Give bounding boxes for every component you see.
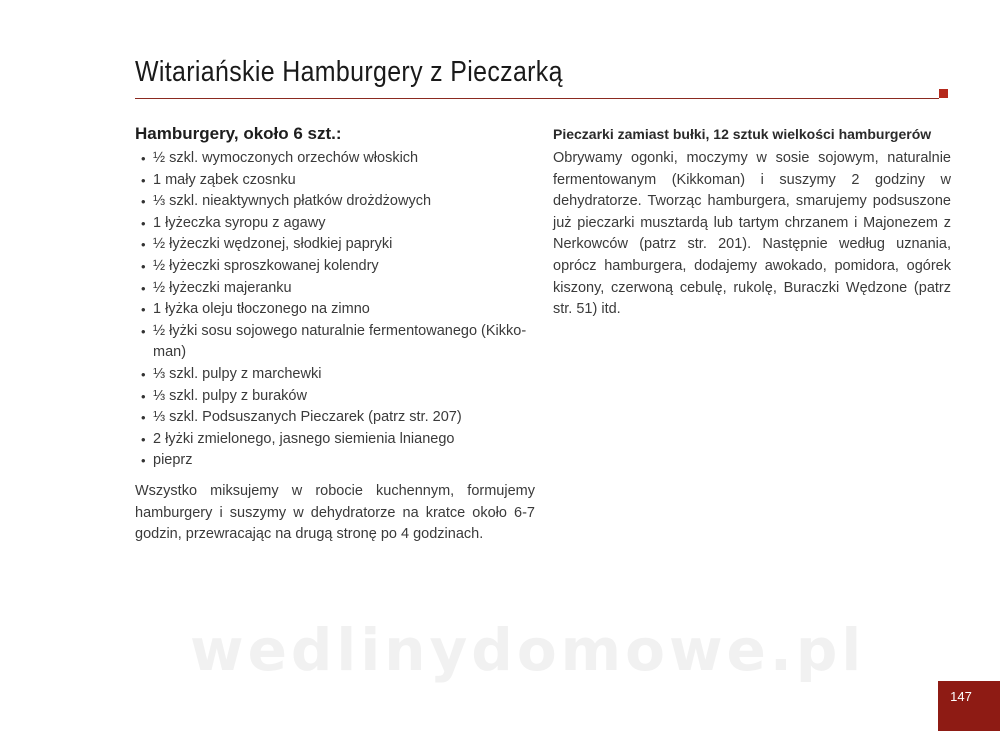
ingredient-text: 1 mały ząbek czosnku: [153, 171, 296, 188]
ingredient-text: 1 łyżeczka syropu z agawy: [153, 214, 326, 231]
left-column: [135, 124, 535, 546]
ingredient-text: ⅓ szkl. pulpy z buraków: [153, 387, 307, 404]
bullet-icon: •: [141, 431, 146, 447]
list-item: [135, 191, 535, 213]
ingredient-text: ½ łyżeczki majeranku: [153, 279, 292, 296]
ingredient-text: ½ łyżeczki sproszkowanej kolendry: [153, 257, 379, 274]
ingredient-text: ½ łyżeczki wędzonej, słodkiej papryki: [153, 236, 393, 253]
mushroom-bun-paragraph: Obrywamy ogonki, moczymy w sosie sojowym, naturalnie fermentowanym (Kikkoman) i suszymy 2 godziny w dehydratorze. Tworząc hamburgera, smarujemy podsuszone już pieczarki musztardą lub tartym chrzanem i Majonezem z Nerkowców (patrz str. 201). Następnie według uznania, oprócz hamburgera, dodajemy awokado, pomidora, ogórek kiszony, czerwoną cebulę, rukolę, Buraczki Wędzone (patrz str. 51) itd.: [553, 150, 951, 318]
bullet-icon: •: [141, 151, 146, 166]
bullet-icon: •: [141, 388, 146, 404]
list-item: [135, 321, 535, 364]
ingredient-text: pieprz: [153, 452, 193, 469]
method-paragraph: Wszystko miksujemy w robocie kuchennym, formujemy hamburgery i suszymy w dehydratorze na kratce około 6-7 godzin, przewracając na drugą stronę po 4 godzinach.: [135, 482, 535, 543]
list-item: [135, 234, 535, 256]
bullet-icon: •: [141, 258, 146, 274]
ingredient-list: [135, 148, 535, 472]
list-item: [135, 299, 535, 321]
bullet-icon: •: [141, 172, 146, 188]
list-item: [135, 450, 535, 472]
list-item: [135, 278, 535, 300]
ingredient-text: ⅓ szkl. nieaktywnych płatków drożdżowych: [153, 193, 432, 210]
bullet-icon: •: [141, 323, 146, 339]
list-item: [135, 256, 535, 278]
ingredient-text: 2 łyżki zmielonego, jasnego siemienia lnianego: [153, 430, 455, 447]
right-column: [553, 126, 951, 321]
bullet-icon: •: [141, 453, 146, 469]
bullet-icon: •: [141, 237, 146, 253]
bullet-icon: •: [141, 366, 146, 382]
bullet-icon: •: [141, 194, 146, 210]
ingredient-text: ⅓ szkl. pulpy z marchewki: [153, 365, 322, 382]
page-number: 147: [950, 689, 972, 704]
list-item: [135, 407, 535, 429]
page-number-box: [938, 681, 1000, 731]
bullet-icon: •: [141, 410, 146, 426]
page-title: Witariańskie Hamburgery z Pieczarką: [135, 56, 563, 88]
hamburgers-heading: Hamburgery, około 6 szt.:: [135, 124, 342, 143]
list-item: [135, 364, 535, 386]
mushroom-bun-heading: Pieczarki zamiast bułki, 12 sztuk wielkości hamburgerów: [553, 126, 932, 142]
title-accent-square: [939, 89, 948, 98]
title-divider: [135, 98, 939, 99]
ingredient-text: ⅓ szkl. Podsuszanych Pieczarek (patrz str. 207): [153, 409, 462, 426]
ingredient-text: ½ łyżki sosu sojowego naturalnie fermentowanego (Kikko-man): [153, 322, 527, 361]
ingredient-text: 1 łyżka oleju tłoczonego na zimno: [153, 301, 370, 318]
watermark: wedlinydomowe.pl: [190, 616, 866, 684]
list-item: [135, 213, 535, 235]
list-item: [135, 170, 535, 192]
ingredient-text: ½ szkl. wymoczonych orzechów włoskich: [153, 150, 419, 166]
list-item: [135, 386, 535, 408]
list-item: [135, 429, 535, 451]
list-item: [135, 148, 535, 170]
bullet-icon: •: [141, 215, 146, 231]
bullet-icon: •: [141, 302, 146, 318]
bullet-icon: •: [141, 280, 146, 296]
